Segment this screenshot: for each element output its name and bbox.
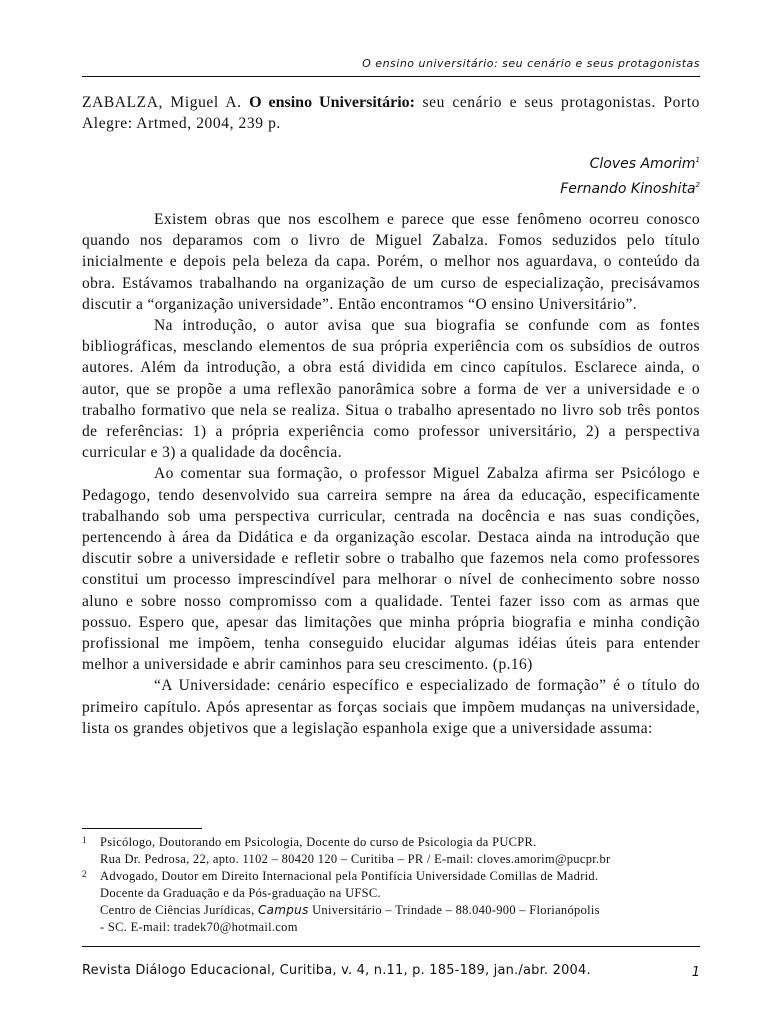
footnote-text: Centro de Ciências Jurídicas, xyxy=(100,903,255,917)
paragraph: Ao comentar sua formação, o professor Miguel Zabalza afirma ser Psicólogo e Pedagogo, tendo desenvolvido sua carreira sempre na área da educação, especificamente trabalhando sob uma perspectiva curricular, centrada na docência e nas suas condições, pertencendo à área da Didática e da organização escolar. Destaca ainda na introdução que discutir sobre a universidade e refletir sobre o trabalho que fazemos nela como professores constitui um processo imprescindível para melhorar o nível de conhecimento sobre nosso aluno e sobre nosso compromisso com a qualidade. Tentei fazer isso com as armas que possuo. Espero que, apesar das limitações que minha própria biografia e minha condição profissional me impõem, tenha conseguido elucidar algumas idéias úteis para entender melhor a universidade e abrir caminhos para seu crescimento. (p.16) xyxy=(82,465,700,674)
citation-author: ZABALZA, Miguel A. xyxy=(82,94,242,111)
footnote-line xyxy=(100,902,700,919)
paragraph: Existem obras que nos escolhem e parece que esse fenômeno ocorreu conosco quando nos deparamos com o livro de Miguel Zabalza. Fomos seduzidos pelo título inicialmente e depois pela beleza da capa. Porém, o melhor nos aguardava, o conteúdo da obra. Estávamos trabalhando na organização de um curso de especialização, precisávamos discutir a “organização universidade”. Então encontramos “O ensino Universitário”. xyxy=(82,211,700,313)
author-name: Cloves Amorim xyxy=(589,156,696,172)
review-body xyxy=(82,209,700,739)
book-citation xyxy=(82,92,700,134)
author-2 xyxy=(560,175,700,200)
footnote-number: 2 xyxy=(82,869,87,879)
citation-title: O ensino Universitário: xyxy=(249,94,416,111)
footnote-divider xyxy=(82,828,202,829)
footnote-mark[interactable]: 1 xyxy=(695,156,700,164)
footnote-line: - SC. E-mail: tradek70@hotmail.com xyxy=(100,920,298,934)
paragraph: “A Universidade: cenário específico e especializado de formação” é o título do primeiro capítulo. Após apresentar as forças sociais que impõem mudanças na universidade, lista os grandes objetivos que a legislação espanhola exige que a universidade assuma: xyxy=(82,677,700,737)
citation-details: seu cenário e seus protagonistas. Porto Alegre: Artmed, 2004, 239 p. xyxy=(82,94,700,132)
paragraph: Na introdução, o autor avisa que sua biografia se confunde com as fontes bibliográficas, mesclando elementos de sua própria experiência com os subsídios de outros autores. Além da introdução, a obra está dividida em cinco capítulos. Esclarece ainda, o autor, que se propõe a uma reflexão panorâmica sobre a forma de ver a universidade e o trabalho formativo que nela se realiza. Situa o trabalho apresentado no livro sob três pontos de referências: 1) a própria experiência como professor universitário, 2) a perspectiva curricular e 3) a qualidade da docência. xyxy=(82,317,700,462)
running-head: O ensino universitário: seu cenário e seus protagonistas xyxy=(362,57,700,70)
footnote-mark[interactable]: 2 xyxy=(695,181,700,189)
journal-reference: Revista Diálogo Educacional, Curitiba, v. 4, n.11, p. 185-189, jan./abr. 2004. xyxy=(82,963,591,978)
footnote-line: Psicólogo, Doutorando em Psicologia, Docente do curso de Psicologia da PUCPR. xyxy=(100,835,537,849)
footnotes xyxy=(82,834,700,936)
footnote-number: 1 xyxy=(82,835,87,845)
review-authors xyxy=(560,150,700,200)
footer-divider xyxy=(82,946,700,947)
footnote-line: Rua Dr. Pedrosa, 22, apto. 1102 – 80420 120 – Curitiba – PR / E-mail: cloves.amorim@pucpr.br xyxy=(100,852,611,866)
footnote-line: Advogado, Doutor em Direito Internacional pela Pontifícia Universidade Comillas de Madrid. xyxy=(100,869,599,883)
header-divider xyxy=(82,76,700,77)
author-name: Fernando Kinoshita xyxy=(560,181,696,197)
footnote-1 xyxy=(82,834,700,868)
footnote-text: Universitário – Trindade – 88.040-900 – Florianópolis xyxy=(312,903,600,917)
author-1 xyxy=(560,150,700,175)
page xyxy=(82,0,700,1024)
page-number: 1 xyxy=(691,965,700,980)
footnote-italic: Campus xyxy=(257,903,309,917)
footnote-line: Docente da Graduação e da Pós-graduação na UFSC. xyxy=(100,886,381,900)
footnote-2 xyxy=(82,868,700,936)
